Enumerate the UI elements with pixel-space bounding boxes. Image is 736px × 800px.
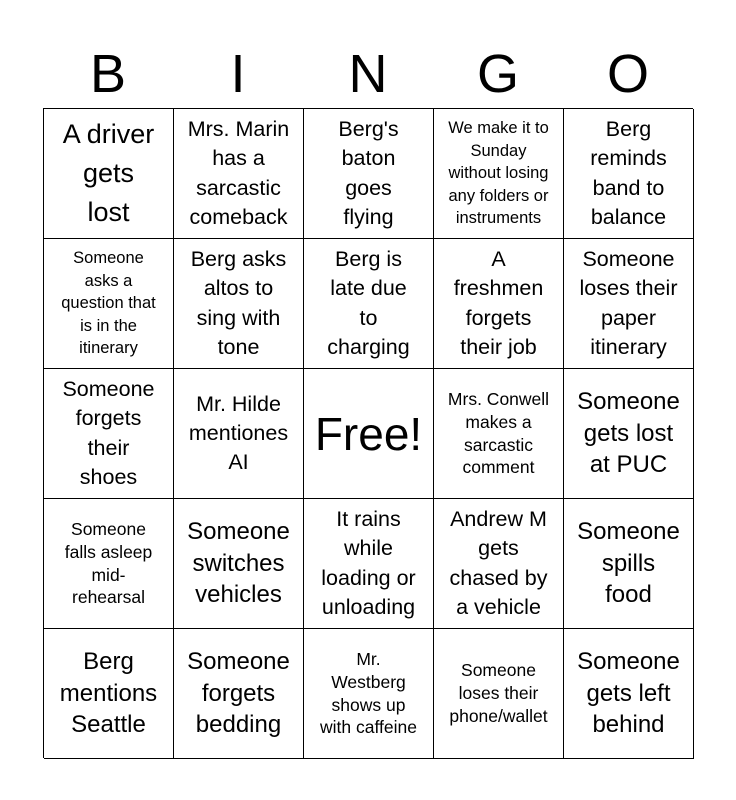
free-space-cell[interactable]	[304, 369, 434, 499]
bingo-cell[interactable]	[44, 499, 174, 629]
bingo-cell-text: Someone gets lost at PUC	[577, 387, 680, 479]
bingo-cell[interactable]	[174, 239, 304, 369]
bingo-cell-text: Andrew M gets chased by a vehicle	[449, 507, 548, 619]
bingo-cell-text: A freshmen forgets their job	[453, 247, 544, 359]
bingo-cell-text: Berg is late due to charging	[327, 247, 410, 359]
header-letter-o: O	[606, 44, 649, 104]
header-letter-g: G	[476, 44, 519, 104]
bingo-cell[interactable]	[304, 629, 434, 759]
bingo-cell[interactable]	[174, 629, 304, 759]
bingo-cell[interactable]	[174, 369, 304, 499]
bingo-cell-text: Berg mentions Seattle	[59, 647, 158, 739]
bingo-cell-text: Berg reminds band to balance	[590, 117, 667, 229]
bingo-cell-text: Someone falls asleep mid- rehearsal	[64, 519, 153, 608]
bingo-cell[interactable]	[564, 369, 694, 499]
bingo-header	[43, 40, 693, 108]
bingo-cell[interactable]	[564, 629, 694, 759]
bingo-cell[interactable]	[174, 109, 304, 239]
bingo-cell[interactable]	[434, 499, 564, 629]
bingo-cell[interactable]	[304, 109, 434, 239]
bingo-cell[interactable]	[44, 629, 174, 759]
bingo-cell[interactable]	[304, 239, 434, 369]
bingo-cell[interactable]	[174, 499, 304, 629]
bingo-cell-text: Someone loses their phone/wallet	[449, 660, 548, 726]
bingo-cell-text: Mrs. Conwell makes a sarcastic comment	[447, 389, 550, 478]
bingo-cell-text: Someone forgets bedding	[187, 647, 290, 739]
bingo-cell-text: Mrs. Marin has a sarcastic comeback	[187, 117, 290, 229]
bingo-cell-text: Someone asks a question that is in the itinerary	[61, 249, 156, 358]
bingo-cell-text: Berg's baton goes flying	[338, 117, 399, 229]
bingo-cell-text: Someone gets left behind	[577, 647, 680, 739]
bingo-cell-text: Berg asks altos to sing with tone	[190, 247, 287, 359]
header-letter-n: N	[348, 44, 388, 104]
bingo-cell[interactable]	[434, 239, 564, 369]
bingo-cell-text: It rains while loading or unloading	[321, 507, 416, 619]
bingo-cell-text: A driver gets lost	[62, 118, 155, 228]
bingo-cell-text: Someone loses their paper itinerary	[579, 247, 678, 359]
header-letter-b: B	[89, 44, 127, 104]
bingo-cell[interactable]	[304, 499, 434, 629]
bingo-cell-text: Someone forgets their shoes	[62, 377, 155, 489]
bingo-cell[interactable]	[434, 369, 564, 499]
header-letter-i: I	[230, 44, 246, 104]
bingo-cell-text: Mr. Westberg shows up with caffeine	[320, 649, 417, 738]
bingo-cell-text: We make it to Sunday without losing any folders or instruments	[448, 119, 549, 228]
bingo-cell-text: Mr. Hilde mentiones AI	[188, 391, 289, 474]
bingo-cell[interactable]	[564, 499, 694, 629]
bingo-cell[interactable]	[564, 109, 694, 239]
bingo-cell-text: Someone spills food	[577, 517, 680, 609]
bingo-cell[interactable]	[44, 109, 174, 239]
bingo-cell-text: Someone switches vehicles	[187, 517, 290, 609]
bingo-cell[interactable]	[434, 629, 564, 759]
bingo-board	[43, 108, 693, 758]
bingo-cell[interactable]	[564, 239, 694, 369]
bingo-cell[interactable]	[44, 239, 174, 369]
free-space-label: Free!	[314, 407, 423, 460]
bingo-cell[interactable]	[434, 109, 564, 239]
bingo-cell[interactable]	[44, 369, 174, 499]
